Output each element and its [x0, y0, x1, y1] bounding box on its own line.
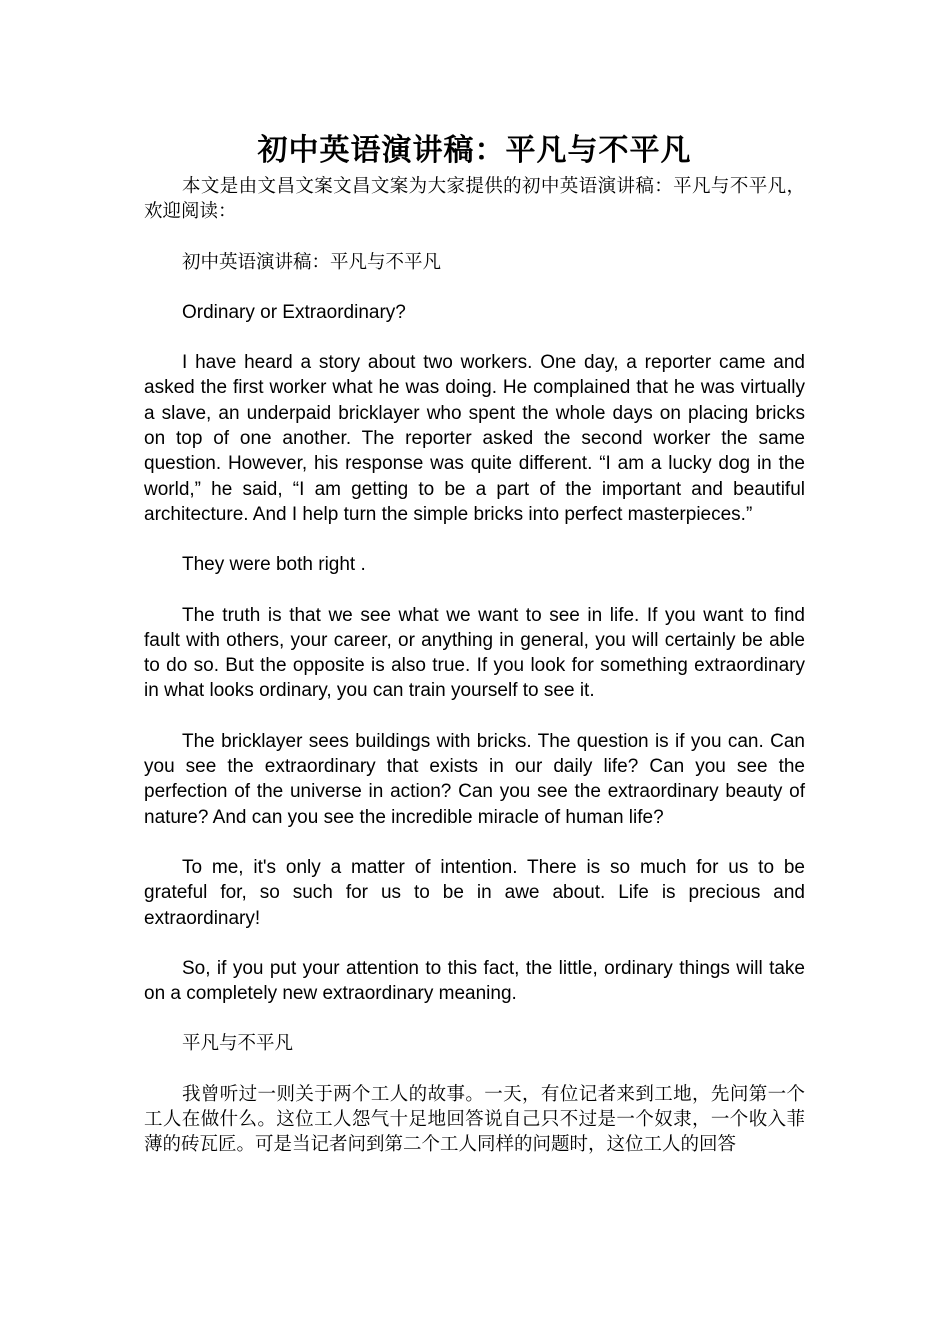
subtitle-paragraph: 初中英语演讲稿：平凡与不平凡 — [182, 251, 442, 273]
intro-paragraph: 本文是由文昌文案文昌文案为大家提供的初中英语演讲稿：平凡与不平凡，欢迎阅读： — [144, 176, 805, 223]
chinese-title-paragraph: 平凡与不平凡 — [182, 1033, 294, 1055]
english-title-paragraph: Ordinary or Extraordinary? — [182, 301, 406, 323]
chinese-body-paragraph: 我曾听过一则关于两个工人的故事。一天，有位记者来到工地，先问第一个工人在做什么。这位工人怨气十足地回答说自己只不过是一个奴隶，一个收入菲薄的砖瓦匠。可是当记者问到第二个工人同样的问题时，这位工人的回答 — [144, 1083, 805, 1156]
body-paragraph: So, if you put your attention to this fact, the little, ordinary things will take on a completely new extraordinary meaning. — [144, 957, 805, 1005]
body-paragraph: They were both right . — [182, 554, 366, 576]
body-paragraph: To me, it's only a matter of intention. There is so much for us to be grateful for, so such for us to be in awe about. Life is precious and extraordinary! — [144, 856, 805, 929]
document-title: 初中英语演讲稿：平凡与不平凡 — [257, 133, 692, 168]
body-paragraph: I have heard a story about two workers. One day, a reporter came and asked the first worker what he was doing. He complained that he was virtually a slave, an underpaid bricklayer who spent the whole days on placing bricks on top of one another. The reporter asked the second worker the same question. However, his response was quite different. “I am a lucky dog in the world,” he said, “I am getting to be a part of the important and beautiful architecture. And I help turn the simple bricks into perfect masterpieces.” — [144, 352, 805, 525]
document-page — [144, 128, 805, 1183]
body-paragraph: The truth is that we see what we want to see in life. If you want to find fault with others, your career, or anything in general, you will certainly be able to do so. But the opposite is also true. If you look for something extraordinary in what looks ordinary, you can train yourself to see it. — [144, 604, 805, 702]
body-paragraph: The bricklayer sees buildings with bricks. The question is if you can. Can you see the extraordinary that exists in our daily life? Can you see the perfection of the universe in action? Can you see the extraordinary beauty of nature? And can you see the incredible miracle of human life? — [144, 730, 805, 828]
